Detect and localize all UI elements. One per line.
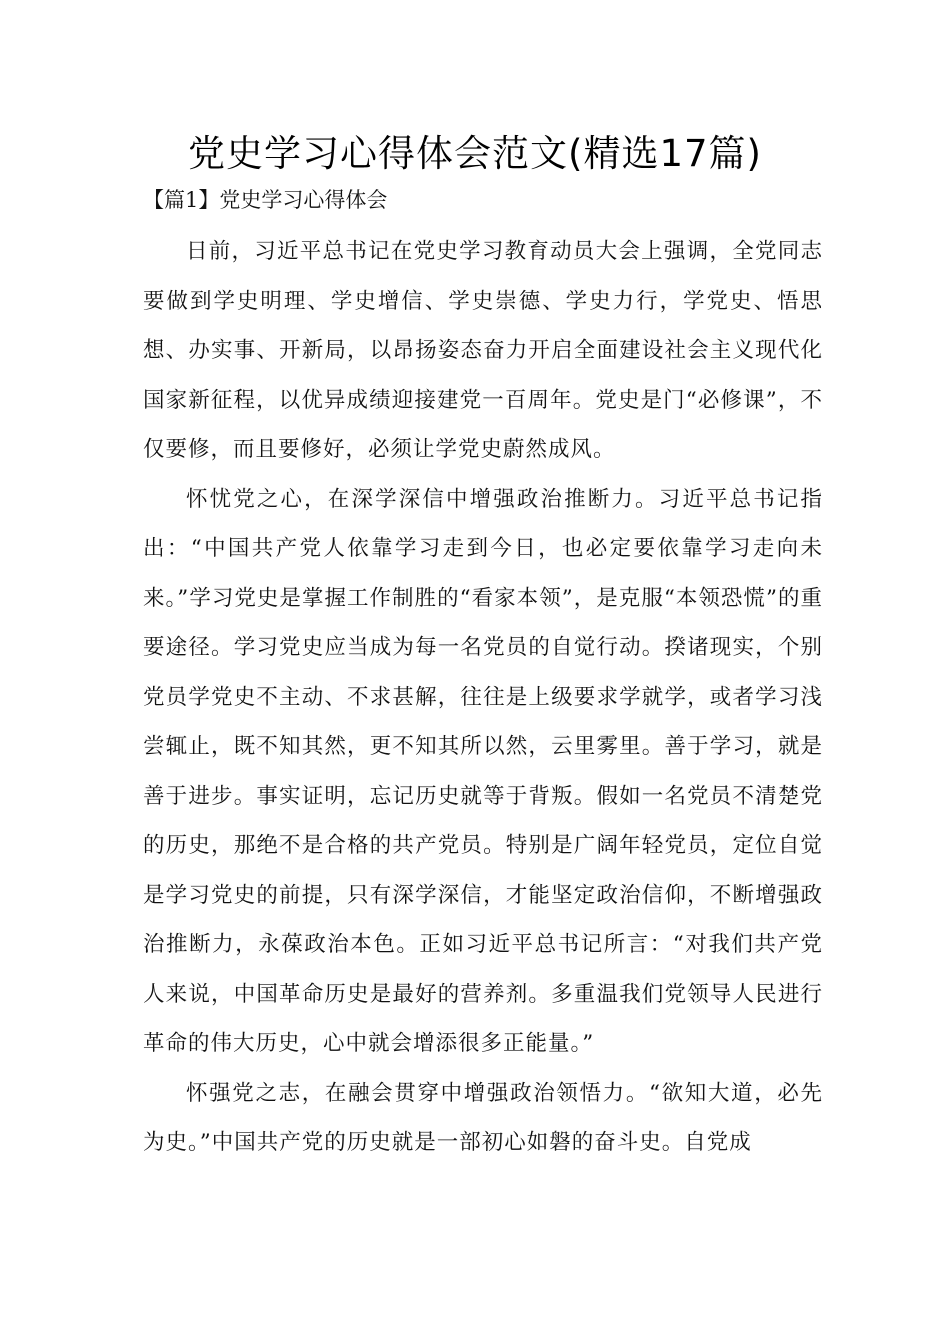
document-title: 党史学习心得体会范文(精选17篇) <box>188 132 762 175</box>
document-body <box>143 227 823 1168</box>
paragraph-2: 怀忧党之心，在深学深信中增强政治推断力。习近平总书记指出：“中国共产党人依靠学习走到今日，也必定要依靠学习走向未来。”学习党史是掌握工作制胜的“看家本领”，是克服“本领恐慌”的重要途径。学习党史应当成为每一名党员的自觉行动。揆诸现实，个别党员学党史不主动、不求甚解，往往是上级要求学就学，或者学习浅尝辄止，既不知其然，更不知其所以然，云里雾里。善于学习，就是善于进步。事实证明，忘记历史就等于背叛。假如一名党员不清楚党的历史，那绝不是合格的共产党员。特别是广阔年轻党员，定位自觉是学习党史的前提，只有深学深信，才能坚定政治信仰，不断增强政治推断力，永葆政治本色。正如习近平总书记所言：“对我们共产党人来说，中国革命历史是最好的营养剂。多重温我们党领导人民进行革命的伟大历史，心中就会增添很多正能量。” <box>143 486 823 1056</box>
paragraph-1: 日前，习近平总书记在党史学习教育动员大会上强调，全党同志要做到学史明理、学史增信、学史崇德、学史力行，学党史、悟思想、办实事、开新局，以昂扬姿态奋力开启全面建设社会主义现代化国家新征程，以优异成绩迎接建党一百周年。党史是门“必修课”，不仅要修，而且要修好，必须让学党史蔚然成风。 <box>143 239 823 462</box>
section-heading: 【篇1】党史学习心得体会 <box>143 188 388 212</box>
paragraph-3: 怀强党之志，在融会贯穿中增强政治领悟力。“欲知大道，必先为史。”中国共产党的历史就是一部初心如磐的奋斗史。自党成 <box>143 1080 823 1155</box>
